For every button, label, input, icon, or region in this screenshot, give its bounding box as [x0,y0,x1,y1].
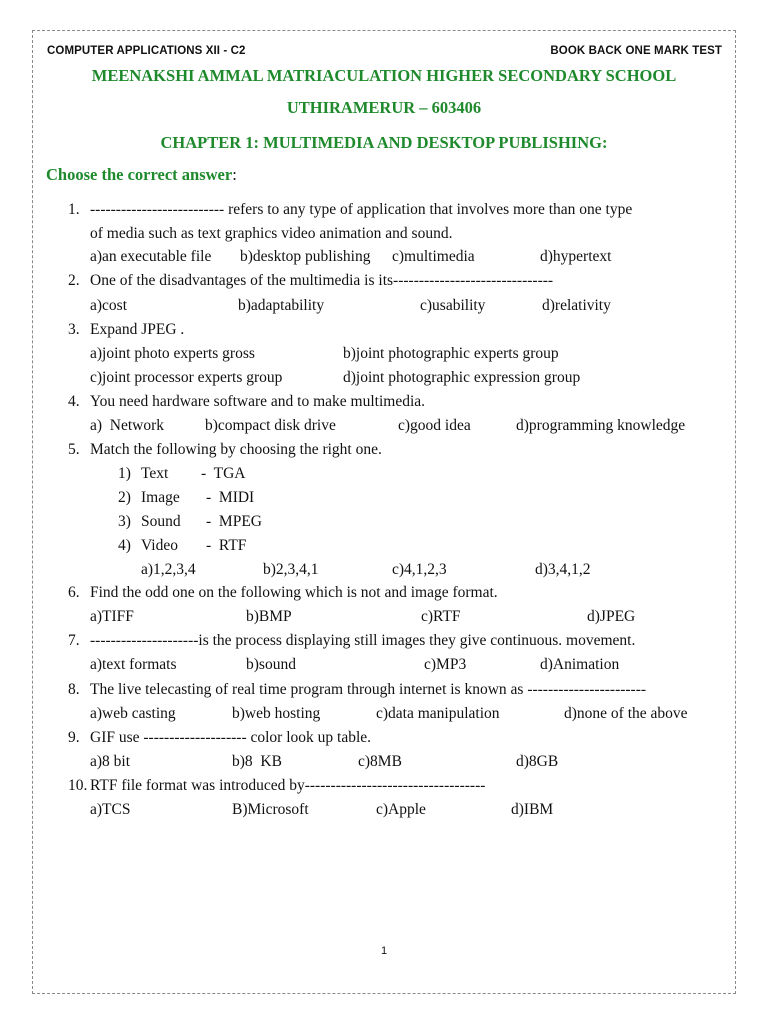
match-number: 3) [118,513,131,530]
option-d: d)3,4,1,2 [535,561,591,578]
question-text: Expand JPEG . [90,321,185,338]
option-d: d)Animation [540,656,620,673]
school-place: UTHIRAMERUR – 603406 [286,98,482,117]
question-number: 9. [68,729,80,746]
option-a: a)cost [90,297,128,314]
option-d: d)8GB [516,753,559,770]
option-d: d)joint photographic expression group [343,369,581,386]
match-item: Text [141,465,169,482]
question-number: 5. [68,441,80,458]
school-name: MEENAKSHI AMMAL MATRIACULATION HIGHER SECONDARY SCHOOL [91,66,677,85]
chapter-title: CHAPTER 1: MULTIMEDIA AND DESKTOP PUBLISHING: [160,133,608,152]
question-text: You need hardware software and to make multimedia. [90,393,426,410]
question-text: Find the odd one on the following which is not and image format. [90,584,498,601]
option-a: a)TCS [90,801,131,818]
question-text: -------------------------- refers to any type of application that involves more than one type [90,201,633,218]
option-a: a)joint photo experts gross [90,345,255,362]
question-number: 2. [68,272,80,289]
question-number: 1. [68,201,80,218]
question-number: 10. [68,777,88,794]
option-c: c)joint processor experts group [90,369,283,386]
question-text: GIF use -------------------- color look up table. [90,729,372,746]
option-b: b)sound [246,656,296,673]
match-item: Video [141,537,178,554]
option-c: c)good idea [398,417,471,434]
option-a: a)an executable file [90,248,212,265]
option-b: b)adaptability [238,297,325,314]
option-c: c)MP3 [424,656,467,673]
option-b: b)2,3,4,1 [263,561,319,578]
match-item: Image [141,489,180,506]
question-text: One of the disadvantages of the multimedia is its------------------------------- [90,272,554,289]
instruction-text: Choose the correct answer [46,165,233,184]
header-subject: COMPUTER APPLICATIONS XII - C2 [47,45,246,57]
question-text: Match the following by choosing the right one. [90,441,382,458]
option-a: a)text formats [90,656,177,673]
option-a: a)web casting [90,705,176,722]
option-d: d)none of the above [564,705,688,722]
option-a: a)8 bit [90,753,131,770]
question-number: 4. [68,393,80,410]
question-text: The live telecasting of real time program through internet is known as ----------------------- [90,681,647,698]
match-number: 1) [118,465,131,482]
question-number: 7. [68,632,80,649]
option-d: d)relativity [542,297,611,314]
page-number: 1 [380,945,388,957]
question-number: 8. [68,681,80,698]
instruction-colon: : [232,165,237,184]
option-c: c)usability [420,297,486,314]
match-pair: - TGA [201,465,246,482]
option-c: c)4,1,2,3 [392,561,447,578]
section-instruction [46,165,237,185]
option-a: a)TIFF [90,608,134,625]
option-b: b)desktop publishing [240,248,371,265]
match-number: 4) [118,537,131,554]
header-test-type: BOOK BACK ONE MARK TEST [550,45,722,57]
option-a: a)1,2,3,4 [141,561,196,578]
option-d: d)IBM [511,801,554,818]
option-c: c)Apple [376,801,426,818]
option-c: c)multimedia [392,248,475,265]
question-number: 3. [68,321,80,338]
option-b: b)web hosting [232,705,321,722]
option-b: b)8 KB [232,753,282,770]
option-c: c)data manipulation [376,705,500,722]
option-d: d)hypertext [540,248,612,265]
question-text: RTF file format was introduced by----------------------------------- [90,777,486,794]
option-d: d)JPEG [587,608,636,625]
option-c: c)8MB [358,753,402,770]
option-d: d)programming knowledge [516,417,686,434]
option-b: B)Microsoft [232,801,309,818]
question-number: 6. [68,584,80,601]
option-b: b)compact disk drive [205,417,336,434]
match-number: 2) [118,489,131,506]
question-text: ---------------------is the process displaying still images they give continuous. movement. [90,632,636,649]
match-item: Sound [141,513,181,530]
match-pair: - RTF [206,537,247,554]
option-b: b)joint photographic experts group [343,345,559,362]
match-pair: - MPEG [206,513,262,530]
option-b: b)BMP [246,608,292,625]
match-pair: - MIDI [206,489,255,506]
option-a: a) Network [90,417,165,434]
option-c: c)RTF [421,608,461,625]
question-text: of media such as text graphics video animation and sound. [90,225,453,242]
